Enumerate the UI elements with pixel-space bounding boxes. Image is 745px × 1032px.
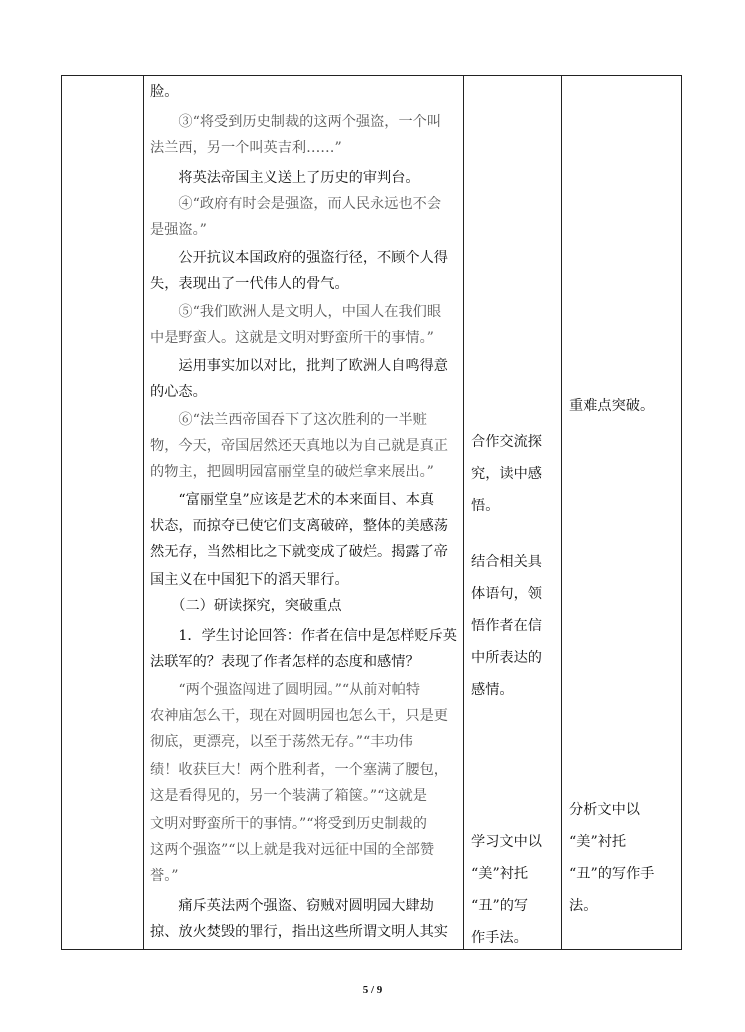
intent-line: 重难点突破。: [569, 398, 655, 414]
content-line: 然无存，当然相比之下就变成了破烂。揭露了帝: [150, 544, 448, 560]
intent-line: “丑”的写作手: [569, 866, 655, 882]
activity-line: “丑”的写: [471, 898, 529, 914]
activity-line: 结合相关具: [471, 554, 542, 570]
content-line: 绩！收获巨大！两个胜利者，一个塞满了腰包，: [150, 762, 448, 778]
content-line: 法联军的？表现了作者怎样的态度和感情？: [150, 654, 420, 670]
content-line: 的心态。: [150, 384, 207, 400]
activity-line: 体语句，领: [471, 586, 542, 602]
content-line: ④“政府有时会是强盗，而人民永远也不会: [150, 196, 442, 212]
content-line: ③“将受到历史制裁的这两个强盗，一个叫: [150, 114, 442, 130]
content-line: 是强盗。”: [150, 222, 207, 238]
content-line: 公开抗议本国政府的强盗行径，不顾个人得: [150, 250, 448, 266]
activity-line: 中所表达的: [471, 650, 542, 666]
activity-line: 合作交流探: [471, 434, 542, 450]
activity-line: 感情。: [471, 682, 514, 698]
content-line: 物，今天，帝国居然还天真地以为自己就是真正: [150, 438, 448, 454]
activity-line: 悟作者在信: [471, 618, 542, 634]
content-line: 脸。: [150, 84, 179, 100]
content-line: 誉。”: [150, 868, 179, 884]
page-number: 5 / 9: [362, 984, 383, 996]
activity-line: 学习文中以: [471, 834, 542, 850]
content-line: 1．学生讨论回答：作者在信中是怎样贬斥英: [150, 628, 457, 644]
content-line: 文明对野蛮所干的事情。”“将受到历史制裁的: [150, 816, 427, 832]
content-line: 彻底，更漂亮，以至于荡然无存。”“丰功伟: [150, 734, 413, 750]
intent-line: 法。: [569, 898, 598, 914]
activity-line: 究，读中感: [471, 466, 542, 482]
content-line: 农神庙怎么干，现在对圆明园也怎么干，只是更: [150, 708, 448, 724]
content-line: “两个强盗闯进了圆明园。”“从前对帕特: [150, 682, 421, 698]
activity-line: “美”衬托: [471, 866, 529, 882]
content-line: ⑥“法兰西帝国吞下了这次胜利的一半赃: [150, 412, 427, 428]
lesson-table: [61, 75, 682, 950]
teaching-content-column: [144, 76, 463, 949]
content-line: （二）研读探究，突破重点: [150, 598, 342, 614]
intent-line: 分析文中以: [569, 802, 640, 818]
design-intent-column: [562, 76, 682, 949]
column-1-empty: [62, 76, 143, 949]
content-line: ⑤“我们欧洲人是文明人，中国人在我们眼: [150, 304, 442, 320]
content-line: 痛斥英法两个强盗、窃贼对圆明园大肆劫: [150, 898, 434, 914]
student-activity-column: [464, 76, 561, 949]
content-line: 状态，而掠夺已使它们支离破碎，整体的美感荡: [150, 518, 448, 534]
content-line: 掠、放火焚毁的罪行，指出这些所谓文明人其实: [150, 924, 448, 940]
content-line: 失，表现出了一代伟人的骨气。: [150, 276, 349, 292]
content-line: 这两个强盗”“以上就是我对远征中国的全部赞: [150, 842, 435, 858]
content-line: 这是看得见的，另一个装满了箱箧。”“这就是: [150, 788, 427, 804]
content-line: “富丽堂皇”应该是艺术的本来面目、本真: [150, 492, 435, 508]
content-line: 将英法帝国主义送上了历史的审判台。: [150, 170, 420, 186]
activity-line: 悟。: [471, 498, 500, 514]
content-line: 的物主，把圆明园富丽堂皇的破烂拿来展出。”: [150, 464, 434, 480]
content-line: 国主义在中国犯下的滔天罪行。: [150, 572, 349, 588]
content-line: 法兰西，另一个叫英吉利……”: [150, 140, 342, 156]
intent-line: “美”衬托: [569, 834, 627, 850]
content-line: 运用事实加以对比，批判了欧洲人自鸣得意: [150, 358, 448, 374]
activity-line: 作手法。: [471, 930, 528, 946]
content-line: 中是野蛮人。这就是文明对野蛮所干的事情。”: [150, 330, 434, 346]
